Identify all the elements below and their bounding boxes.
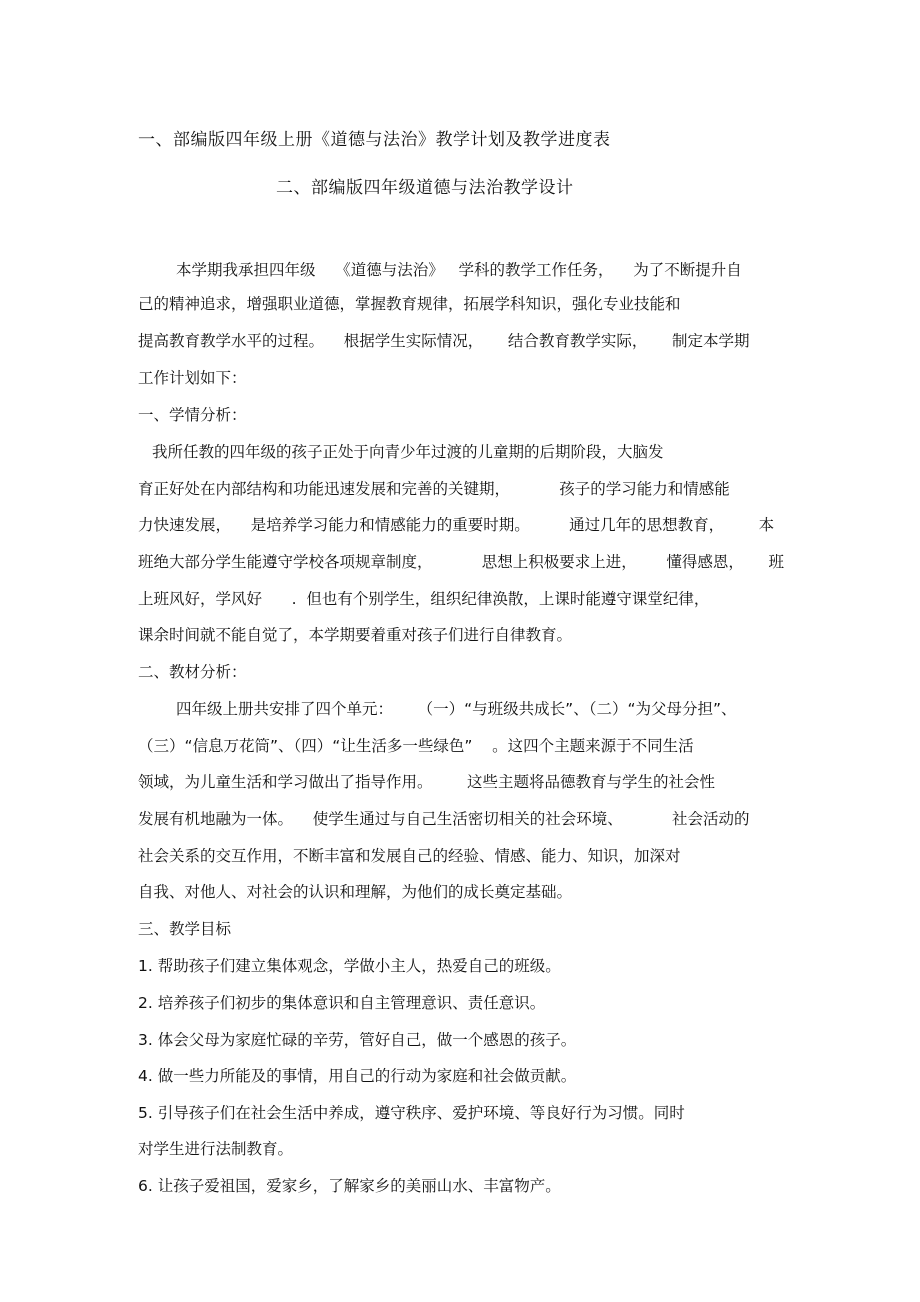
textbook-analysis-line: （三）“信息万花筒”、（四）“让生活多一些绿色” 。这四个主题来源于不同生活 [138, 737, 694, 755]
document-title-2: 二、部编版四年级道德与法治教学设计 [276, 178, 574, 198]
intro-line: 提高教育教学水平的过程。 根据学生实际情况， 结合教育教学实际， 制定本学期 [138, 332, 750, 350]
textbook-analysis-line: 四年级上册共安排了四个单元： （一）“与班级共成长”、（二）“为父母分担”、 [176, 700, 737, 718]
teaching-goal-item: 4. 做一些力所能及的事情，用自己的行动为家庭和社会做贡献。 [138, 1067, 577, 1085]
intro-line: 己的精神追求，增强职业道德，掌握教育规律，拓展学科知识，强化专业技能和 [138, 295, 681, 313]
intro-line: 工作计划如下： [138, 369, 247, 387]
section-heading-teaching-goals: 三、教学目标 [138, 920, 232, 938]
teaching-goal-item: 1. 帮助孩子们建立集体观念，学做小主人，热爱自己的班级。 [138, 957, 561, 975]
teaching-goal-item: 2. 培养孩子们初步的集体意识和自主管理意识、责任意识。 [138, 994, 546, 1012]
intro-line: 本学期我承担四年级 《道德与法治》 学科的教学工作任务， 为了不断提升自 [176, 261, 742, 279]
teaching-goal-item: 5. 引导孩子们在社会生活中养成，遵守秩序、爱护环境、等良好行为习惯。同时 [138, 1104, 685, 1122]
textbook-analysis-line: 发展有机地融为一体。 使学生通过与自己生活密切相关的社会环境、 社会活动的 [138, 810, 750, 828]
student-analysis-line: 育正好处在内部结构和功能迅速发展和完善的关键期， 孩子的学习能力和情感能 [138, 480, 730, 498]
student-analysis-line: 我所任教的四年级的孩子正处于向青少年过渡的儿童期的后期阶段，大脑发 [152, 443, 664, 461]
textbook-analysis-line: 社会关系的交互作用，不断丰富和发展自己的经验、情感、能力、知识，加深对 [138, 847, 681, 865]
student-analysis-line: 课余时间就不能自觉了，本学期要着重对孩子们进行自律教育。 [138, 626, 573, 644]
student-analysis-line: 上班风好，学风好 . 但也有个别学生，组织纪律涣散，上课时能遵守课堂纪律， [138, 590, 710, 608]
teaching-goal-item: 3. 体会父母为家庭忙碌的辛劳，管好自己，做一个感恩的孩子。 [138, 1031, 577, 1049]
document-title-1: 一、部编版四年级上册《道德与法治》教学计划及教学进度表 [138, 130, 611, 150]
textbook-analysis-line: 自我、对他人、对社会的认识和理解，为他们的成长奠定基础。 [138, 883, 573, 901]
student-analysis-line: 班绝大部分学生能遵守学校各项规章制度， 思想上积极要求上进， 懂得感恩， 班 [138, 553, 784, 571]
student-analysis-line: 力快速发展， 是培养学习能力和情感能力的重要时期。 通过几年的思想教育， 本 [138, 516, 775, 534]
textbook-analysis-line: 领域，为儿童生活和学习做出了指导作用。 这些主题将品德教育与学生的社会性 [138, 773, 715, 791]
section-heading-student-analysis: 一、学情分析： [138, 406, 247, 424]
section-heading-textbook-analysis: 二、教材分析： [138, 663, 247, 681]
teaching-goal-item: 6. 让孩子爱祖国，爱家乡，了解家乡的美丽山水、丰富物产。 [138, 1177, 561, 1195]
teaching-goal-item: 对学生进行法制教育。 [138, 1140, 294, 1158]
